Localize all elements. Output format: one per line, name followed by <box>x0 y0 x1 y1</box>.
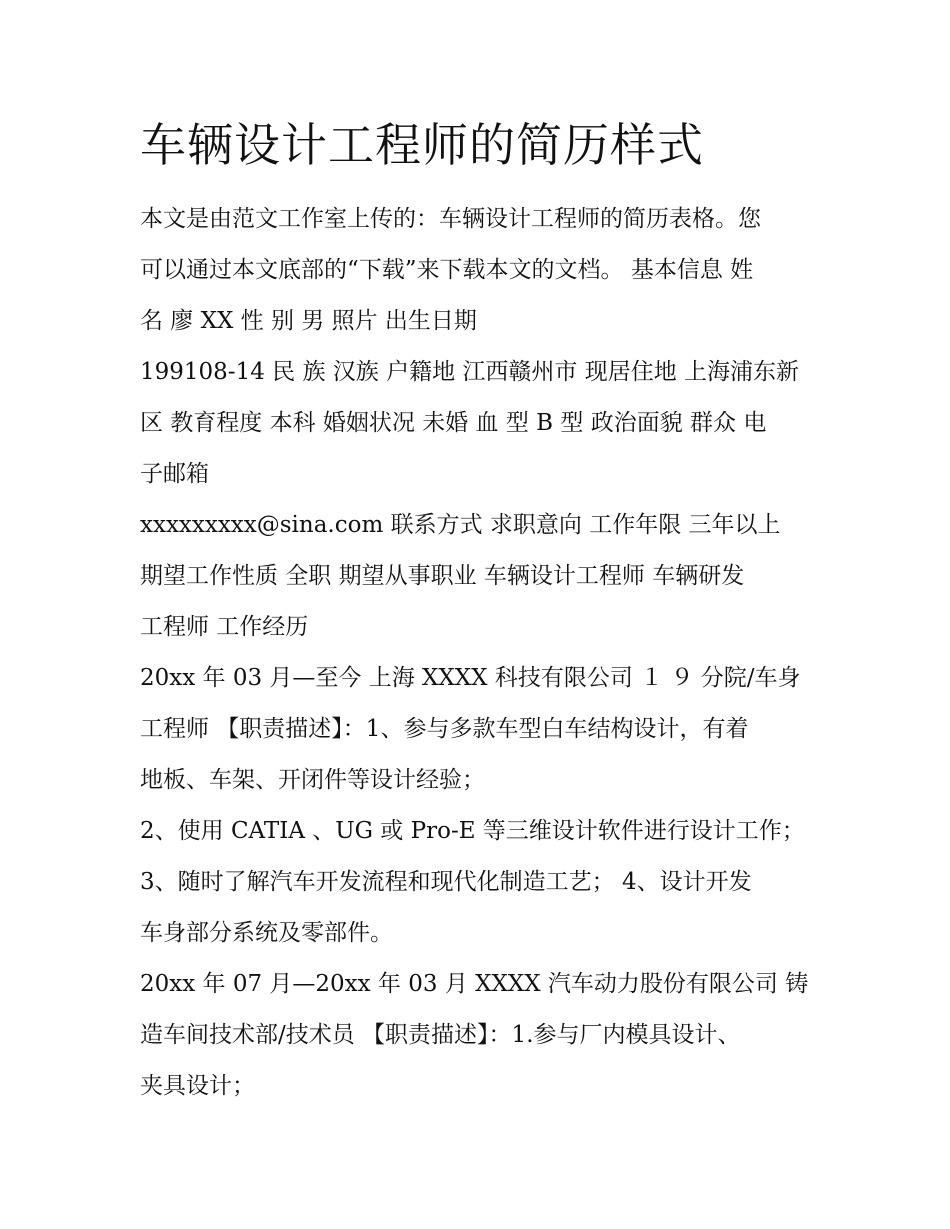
text-line: 子邮箱 <box>140 461 209 487</box>
text-line: 造车间技术部/技术员 【职责描述】：1.参与厂内模具设计、 <box>140 1022 741 1048</box>
text-line: 工程师 【职责描述】：1、参与多款车型白车结构设计，有着 <box>140 716 749 742</box>
text-line: 本文是由范文工作室上传的：车辆设计工程师的简历表格。您 <box>140 206 761 232</box>
text-line: 区 教育程度 本科 婚姻状况 未婚 血 型 B 型 政治面貌 群众 电 <box>140 410 767 436</box>
text-line: 20xx 年 03 月—至今 上海 XXXX 科技有限公司 １ ９ 分院/车身 <box>140 665 801 691</box>
paragraph-work-experience-2 <box>140 959 820 1112</box>
text-line: 地板、车架、开闭件等设计经验； <box>140 767 485 793</box>
text-line: 夹具设计； <box>140 1073 255 1099</box>
text-line: 期望工作性质 全职 期望从事职业 车辆设计工程师 车辆研发 <box>140 563 745 589</box>
text-line: 20xx 年 07 月—20xx 年 03 月 XXXX 汽车动力股份有限公司 铸 <box>140 971 809 997</box>
paragraph-work-experience-1 <box>140 653 820 806</box>
text-line: xxxxxxxxx@sina.com 联系方式 求职意向 工作年限 三年以上 <box>140 512 781 538</box>
paragraph-personal-info <box>140 347 820 500</box>
text-line: 3、随时了解汽车开发流程和现代化制造工艺； 4、设计开发 <box>140 869 752 895</box>
document-page <box>140 110 820 1112</box>
paragraph-job-intention <box>140 500 820 653</box>
text-line: 工程师 工作经历 <box>140 614 309 640</box>
text-line: 2、使用 CATIA 、UG 或 Pro-E 等三维设计软件进行设计工作； <box>140 818 805 844</box>
document-title: 车辆设计工程师的简历样式 <box>140 118 704 172</box>
text-line: 车身部分系统及零部件。 <box>140 920 393 946</box>
text-line: 可以通过本文底部的“下载”来下载本文的文档。 基本信息 姓 <box>140 257 754 283</box>
text-line: 名 廖 XX 性 别 男 照片 出生日期 <box>140 308 477 334</box>
paragraph-intro <box>140 194 820 347</box>
text-line: 199108-14 民 族 汉族 户籍地 江西赣州市 现居住地 上海浦东新 <box>140 359 800 385</box>
paragraph-work-duties <box>140 806 820 959</box>
